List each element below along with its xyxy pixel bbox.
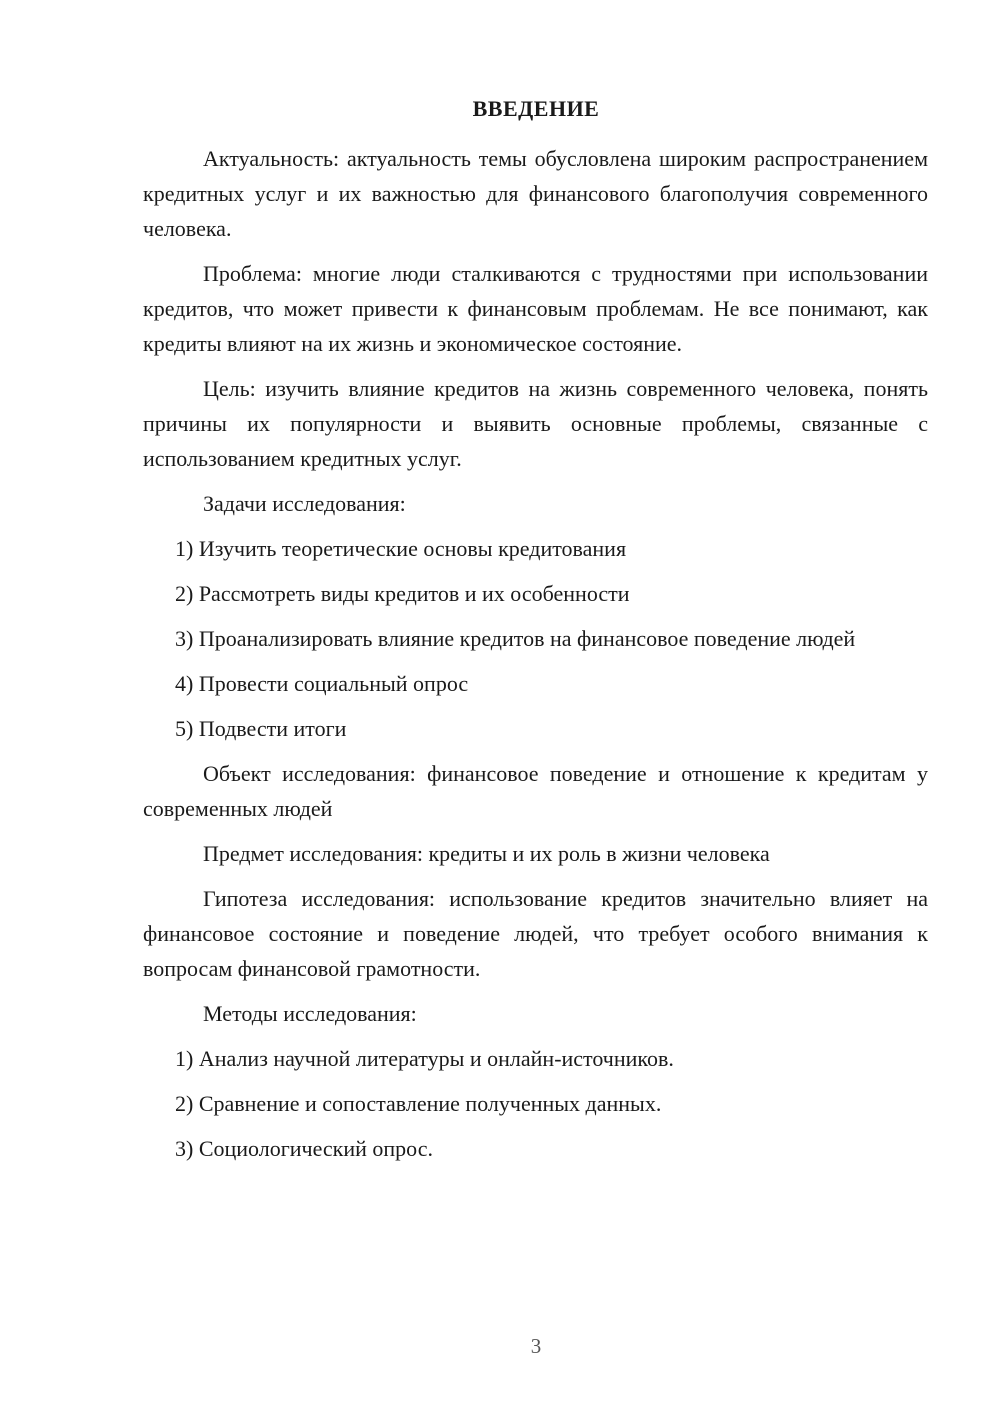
subject-paragraph: Предмет исследования: кредиты и их роль в жизни человека bbox=[203, 841, 770, 866]
method-item: 3) Социологический опрос. bbox=[175, 1136, 433, 1161]
page-number: 3 bbox=[530, 1334, 542, 1358]
problem-paragraph: Проблема: многие люди сталкиваются с трудностями при использовании кредитов, что может привести к финансовым проблемам. Не все понимают, как кредиты влияют на их жизнь и экономическое состояние. bbox=[143, 261, 928, 356]
task-item: 5) Подвести итоги bbox=[175, 716, 347, 741]
tasks-heading: Задачи исследования: bbox=[203, 491, 406, 516]
object-paragraph: Объект исследования: финансовое поведение и отношение к кредитам у современных людей bbox=[143, 761, 928, 821]
task-item: 2) Рассмотреть виды кредитов и их особенности bbox=[175, 581, 630, 606]
method-item: 1) Анализ научной литературы и онлайн-источников. bbox=[175, 1046, 674, 1071]
methods-heading: Методы исследования: bbox=[203, 1001, 417, 1026]
hypothesis-paragraph: Гипотеза исследования: использование кредитов значительно влияет на финансовое состояние и поведение людей, что требует особого внимания к вопросам финансовой грамотности. bbox=[143, 886, 928, 981]
relevance-paragraph: Актуальность: актуальность темы обусловлена широким распространением кредитных услуг и их важностью для финансового благополучия современного человека. bbox=[143, 146, 928, 241]
task-item: 3) Проанализировать влияние кредитов на финансовое поведение людей bbox=[175, 626, 856, 651]
page-title: ВВЕДЕНИЕ bbox=[472, 96, 600, 121]
method-item: 2) Сравнение и сопоставление полученных данных. bbox=[175, 1091, 662, 1116]
document-body bbox=[143, 141, 928, 1176]
task-item: 1) Изучить теоретические основы кредитования bbox=[175, 536, 627, 561]
task-item: 4) Провести социальный опрос bbox=[175, 671, 469, 696]
goal-paragraph: Цель: изучить влияние кредитов на жизнь современного человека, понять причины их популярности и выявить основные проблемы, связанные с использованием кредитных услуг. bbox=[143, 376, 928, 471]
